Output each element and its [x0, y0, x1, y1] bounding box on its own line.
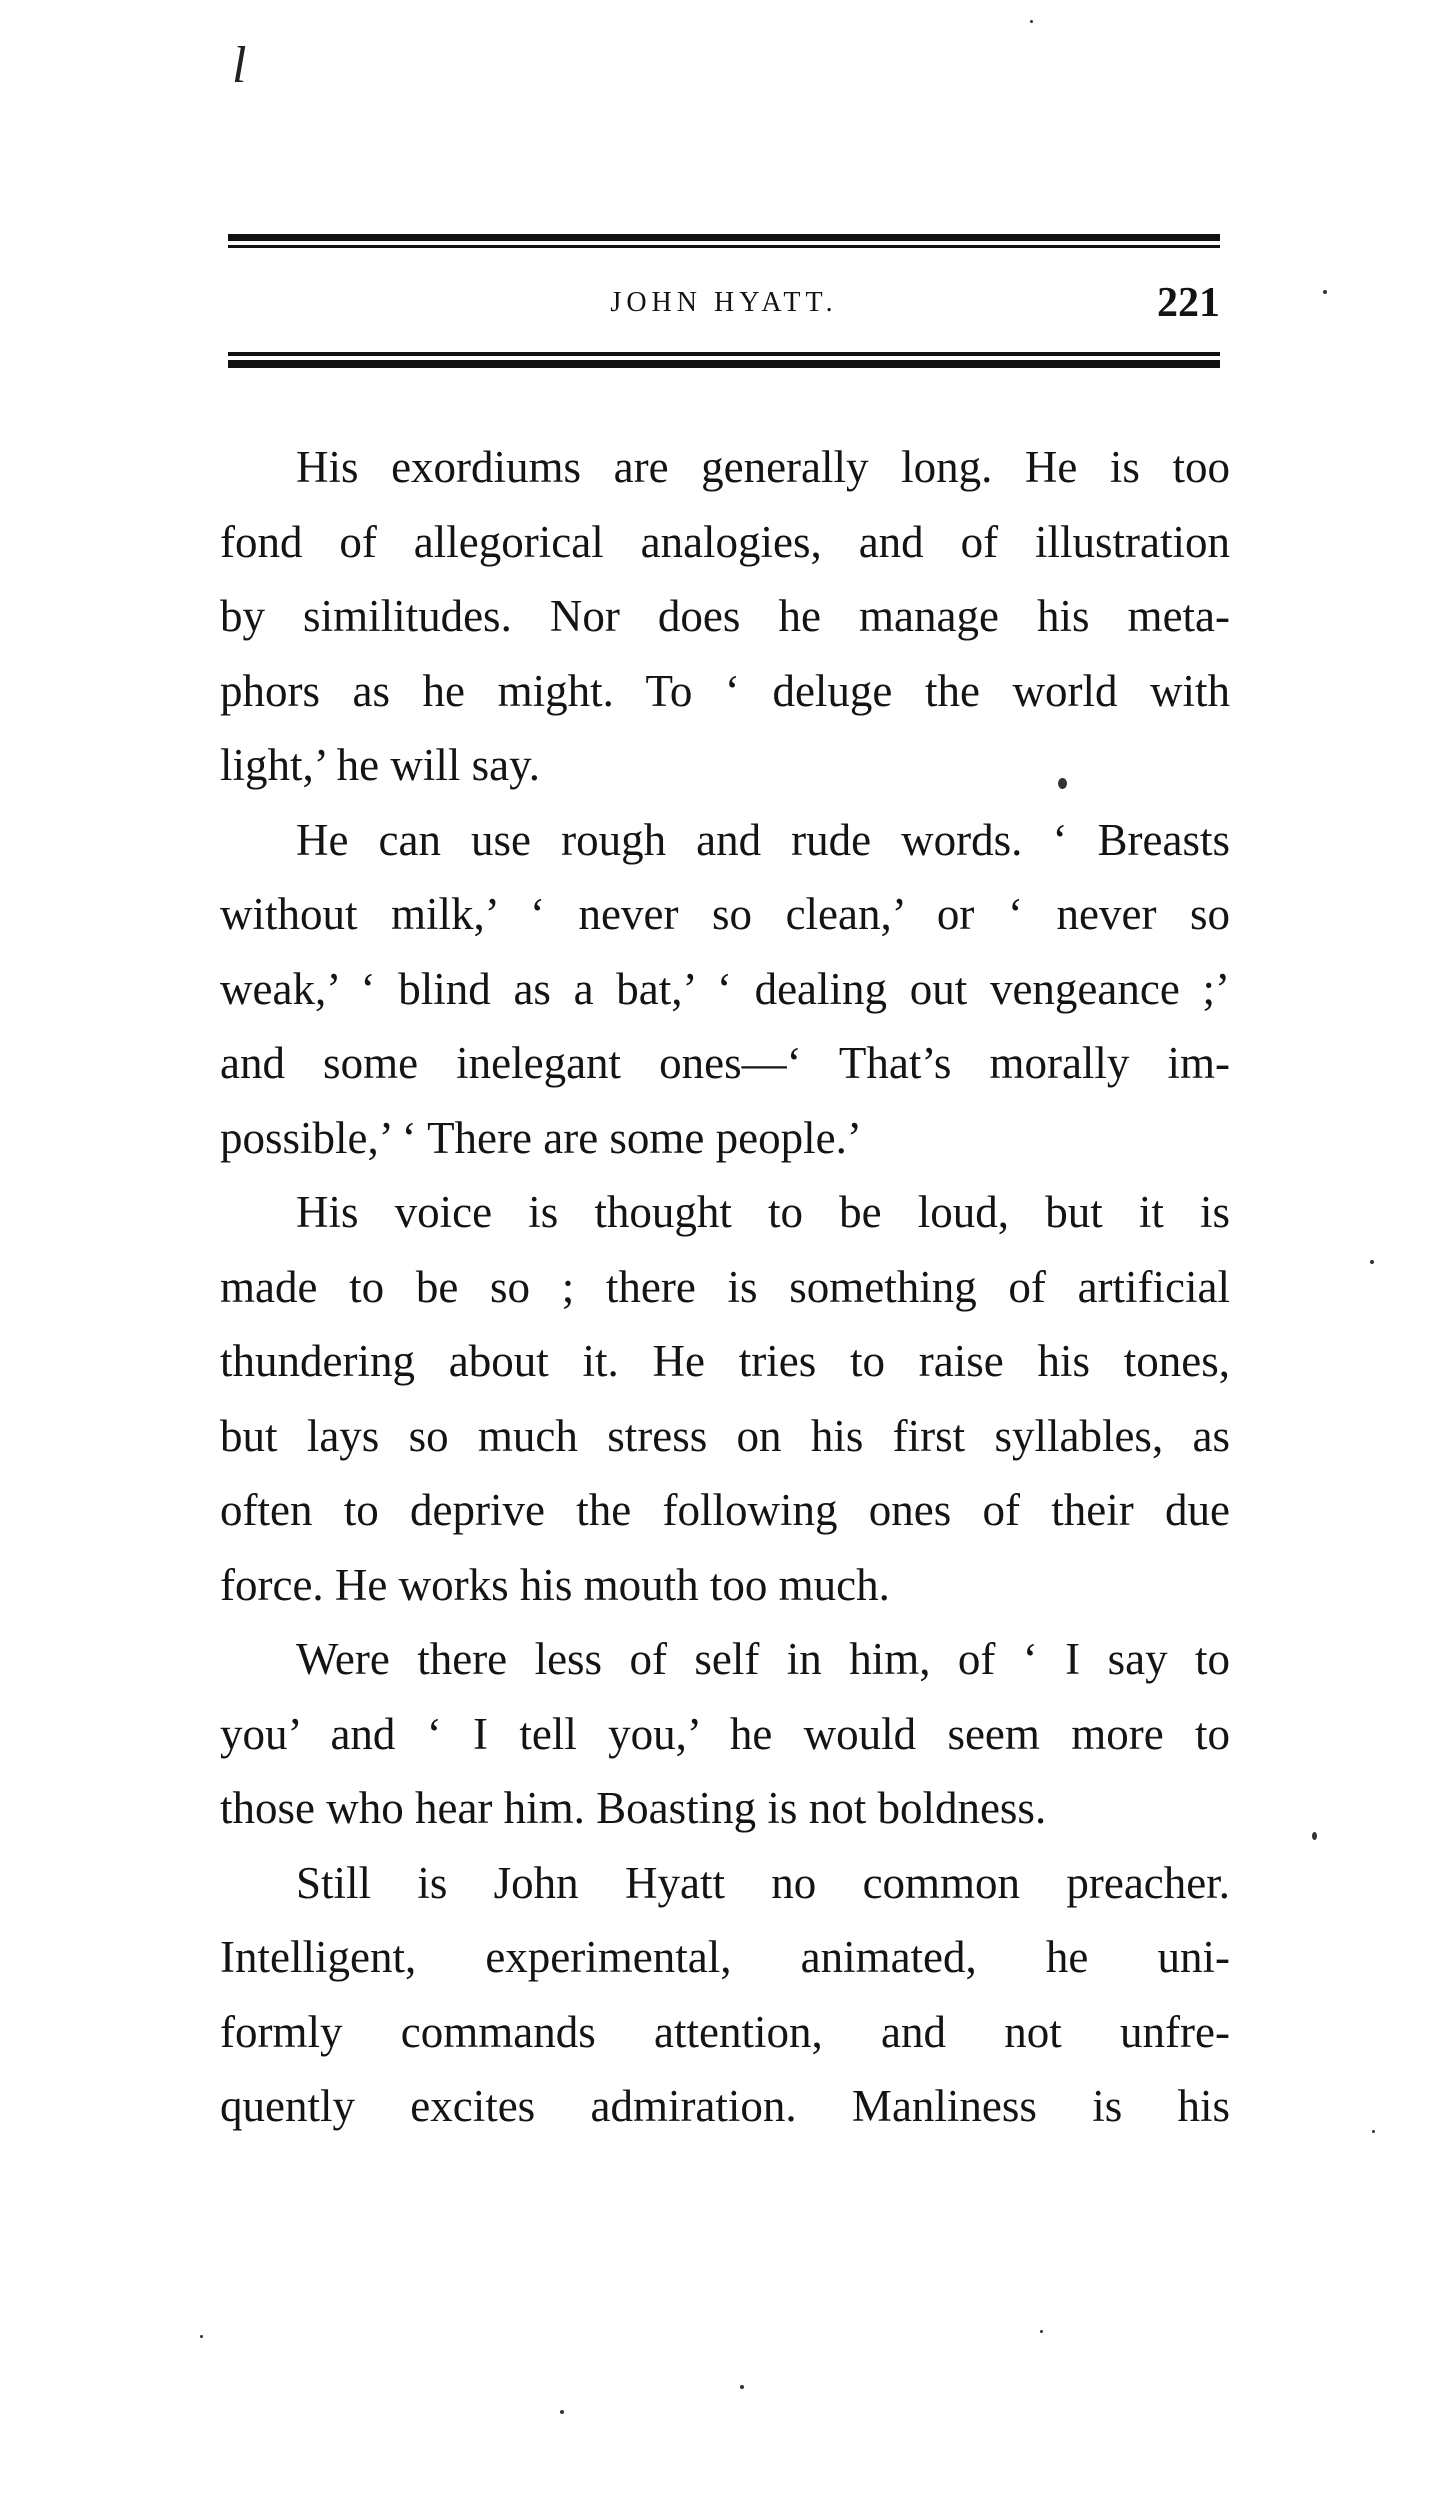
text-line: thundering about it. He tries to raise his tones, — [220, 1336, 1230, 1386]
text-line: Intelligent, experimental, animated, he uni- — [220, 1932, 1230, 1982]
print-speck — [1030, 20, 1033, 23]
paragraph-3 — [220, 1175, 1230, 1622]
text-line: and some inelegant ones—‘ That’s morally im- — [220, 1038, 1230, 1088]
page-number: 221 — [1157, 280, 1220, 326]
print-speck — [1312, 1832, 1317, 1840]
body-text — [220, 430, 1230, 2144]
header-rule-top-thin — [228, 245, 1220, 248]
print-speck — [1040, 2330, 1043, 2333]
text-line: phors as he might. To ‘ deluge the world with — [220, 665, 1230, 716]
paragraph-1 — [220, 430, 1230, 803]
header-rule-bottom-thin — [228, 352, 1220, 356]
text-line: He can use rough and rude words. ‘ Breasts — [296, 814, 1230, 865]
text-line: you’ and ‘ I tell you,’ he would seem more to — [220, 1708, 1230, 1759]
print-speck — [560, 2410, 564, 2414]
text-line: made to be so ; there is something of artificial — [220, 1261, 1230, 1312]
text-line: weak,’ ‘ blind as a bat,’ ‘ dealing out vengeance ;’ — [220, 963, 1230, 1014]
print-speck — [1370, 1260, 1374, 1264]
text-line: light,’ he will say. — [220, 740, 540, 790]
running-title: JOHN HYATT. — [610, 287, 838, 318]
text-line: formly commands attention, and not unfre- — [220, 2006, 1230, 2057]
margin-mark: l — [232, 37, 247, 94]
header-rule-bottom-thick — [228, 360, 1220, 368]
text-line: quently excites admiration. Manliness is his — [220, 2081, 1230, 2131]
text-line: His voice is thought to be loud, but it is — [296, 1187, 1230, 1237]
text-line: those who hear him. Boasting is not boldness. — [220, 1783, 1047, 1833]
running-head — [228, 278, 1220, 328]
paragraph-2 — [220, 803, 1230, 1176]
print-speck — [1058, 778, 1067, 789]
text-line: Were there less of self in him, of ‘ I say to — [296, 1634, 1230, 1684]
text-line: His exordiums are generally long. He is too — [296, 442, 1230, 492]
text-line: by similitudes. Nor does he manage his meta- — [220, 591, 1230, 641]
paragraph-4 — [220, 1622, 1230, 1846]
text-line: Still is John Hyatt no common preacher. — [296, 1857, 1230, 1908]
text-line: possible,’ ‘ There are some people.’ — [220, 1112, 862, 1163]
header-rule-top-thick — [228, 234, 1220, 241]
text-line: often to deprive the following ones of their due — [220, 1485, 1230, 1535]
text-line: without milk,’ ‘ never so clean,’ or ‘ never so — [220, 889, 1230, 939]
print-speck — [1372, 2130, 1375, 2133]
print-speck — [200, 2335, 203, 2338]
text-line: but lays so much stress on his first syllables, as — [220, 1410, 1230, 1461]
paragraph-5 — [220, 1846, 1230, 2144]
text-line: force. He works his mouth too much. — [220, 1559, 890, 1610]
text-line: fond of allegorical analogies, and of illustration — [220, 516, 1230, 567]
print-speck — [1323, 290, 1327, 294]
print-speck — [740, 2385, 744, 2389]
